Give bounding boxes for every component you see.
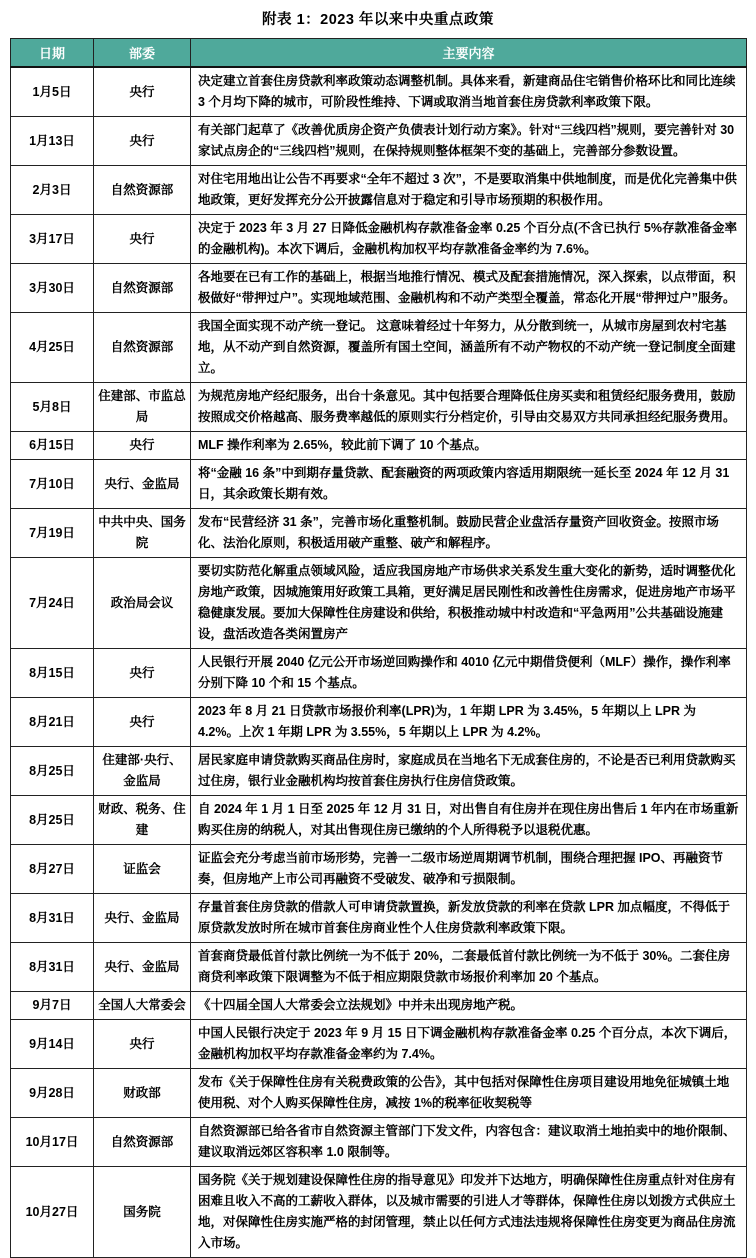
cell-content: MLF 操作利率为 2.65%，较此前下调了 10 个基点。	[191, 432, 747, 460]
table-row	[11, 558, 747, 649]
cell-ministry: 央行	[94, 215, 191, 264]
cell-content: 2023 年 8 月 21 日贷款市场报价利率(LPR)为，1 年期 LPR 为 3.45%，5 年期以上 LPR 为 4.2%。上次 1 年期 LPR 为 3.55%，5 年期以上 LPR 为 4.2%。	[191, 698, 747, 747]
cell-content: 发布“民营经济 31 条”，完善市场化重整机制。鼓励民营企业盘活存量资产回收资金。按照市场化、法治化原则，积极适用破产重整、破产和解程序。	[191, 509, 747, 558]
cell-date: 1月5日	[11, 67, 94, 117]
cell-content: 存量首套住房贷款的借款人可申请贷款置换，新发放贷款的利率在贷款 LPR 加点幅度，不得低于原贷款发放时所在城市首套住房商业性个人住房贷款利率政策下限。	[191, 894, 747, 943]
cell-date: 7月24日	[11, 558, 94, 649]
cell-content: 发布《关于保障性住房有关税费政策的公告》，其中包括对保障性住房项目建设用地免征城镇土地使用税、对个人购买保障性住房，减按 1%的税率征收契税等	[191, 1069, 747, 1118]
cell-content: 有关部门起草了《改善优质房企资产负债表计划行动方案》。针对“三线四档”规则，要完善针对 30 家试点房企的“三线四档”规则，在保持规则整体框架不变的基础上，完善部分参数设置。	[191, 117, 747, 166]
table-row	[11, 313, 747, 383]
cell-date: 8月21日	[11, 698, 94, 747]
policy-table-body	[11, 67, 747, 1258]
table-row	[11, 432, 747, 460]
cell-ministry: 自然资源部	[94, 313, 191, 383]
table-row	[11, 509, 747, 558]
cell-content: 中国人民银行决定于 2023 年 9 月 15 日下调金融机构存款准备金率 0.25 个百分点，本次下调后，金融机构加权平均存款准备金率约为 7.4%。	[191, 1020, 747, 1069]
cell-date: 7月10日	[11, 460, 94, 509]
cell-date: 9月7日	[11, 992, 94, 1020]
table-row	[11, 943, 747, 992]
cell-ministry: 自然资源部	[94, 1118, 191, 1167]
table-row	[11, 1118, 747, 1167]
table-row	[11, 747, 747, 796]
table-row	[11, 894, 747, 943]
cell-ministry: 央行	[94, 698, 191, 747]
cell-ministry: 央行、金监局	[94, 460, 191, 509]
cell-date: 3月30日	[11, 264, 94, 313]
table-row	[11, 992, 747, 1020]
cell-content: 自然资源部已给各省市自然资源主管部门下发文件，内容包含：建议取消土地拍卖中的地价限制、建议取消远郊区容积率 1.0 限制等。	[191, 1118, 747, 1167]
cell-content: 各地要在已有工作的基础上，根据当地推行情况、模式及配套措施情况，深入探索，以点带面，积极做好“带押过户”。实现地域范围、金融机构和不动产类型全覆盖，常态化开展“带押过户”服务。	[191, 264, 747, 313]
table-row	[11, 1167, 747, 1258]
table-row	[11, 649, 747, 698]
table-row	[11, 698, 747, 747]
cell-date: 8月25日	[11, 796, 94, 845]
cell-date: 1月13日	[11, 117, 94, 166]
table-row	[11, 1069, 747, 1118]
cell-content: 首套商贷最低首付款比例统一为不低于 20%，二套最低首付款比例统一为不低于 30%。二套住房商贷利率政策下限调整为不低于相应期限贷款市场报价利率加 20 个基点。	[191, 943, 747, 992]
cell-ministry: 央行	[94, 1020, 191, 1069]
cell-ministry: 全国人大常委会	[94, 992, 191, 1020]
cell-date: 8月31日	[11, 894, 94, 943]
table-row	[11, 67, 747, 117]
cell-date: 4月25日	[11, 313, 94, 383]
cell-date: 9月28日	[11, 1069, 94, 1118]
cell-content: 对住宅用地出让公告不再要求“全年不超过 3 次”，不是要取消集中供地制度，而是优化完善集中供地政策，更好发挥充分公开披露信息对于稳定和引导市场预期的积极作用。	[191, 166, 747, 215]
header-row	[11, 39, 747, 68]
cell-content: 决定建立首套住房贷款利率政策动态调整机制。具体来看，新建商品住宅销售价格环比和同比连续 3 个月均下降的城市，可阶段性维持、下调或取消当地首套住房贷款利率政策下限。	[191, 67, 747, 117]
cell-ministry: 央行	[94, 432, 191, 460]
cell-content: 国务院《关于规划建设保障性住房的指导意见》印发并下达地方，明确保障性住房重点针对住房有困难且收入不高的工薪收入群体，以及城市需要的引进人才等群体，保障性住房以划拨方式供应土地，对保障性住房实施严格的封闭管理，禁止以任何方式违法违规将保障性住房变更为商品住房流入市场。	[191, 1167, 747, 1258]
cell-ministry: 自然资源部	[94, 166, 191, 215]
cell-content: 居民家庭申请贷款购买商品住房时，家庭成员在当地名下无成套住房的，不论是否已利用贷款购买过住房，银行业金融机构均按首套住房执行住房信贷政策。	[191, 747, 747, 796]
page-title: 附表 1：2023 年以来中央重点政策	[262, 12, 494, 28]
cell-ministry: 自然资源部	[94, 264, 191, 313]
cell-ministry: 证监会	[94, 845, 191, 894]
cell-content: 决定于 2023 年 3 月 27 日降低金融机构存款准备金率 0.25 个百分点(不含已执行 5%存款准备金率的金融机构)。本次下调后，金融机构加权平均存款准备金率约为 7.6%。	[191, 215, 747, 264]
table-row	[11, 845, 747, 894]
table-row	[11, 460, 747, 509]
cell-content: 《十四届全国人大常委会立法规划》中并未出现房地产税。	[191, 992, 747, 1020]
cell-ministry: 财政部	[94, 1069, 191, 1118]
policy-table-header	[11, 39, 747, 68]
cell-content: 自 2024 年 1 月 1 日至 2025 年 12 月 31 日，对出售自有住房并在现住房出售后 1 年内在市场重新购买住房的纳税人，对其出售现住房已缴纳的个人所得税予以退税优惠。	[191, 796, 747, 845]
cell-content: 我国全面实现不动产统一登记。 这意味着经过十年努力，从分散到统一，从城市房屋到农村宅基地，从不动产到自然资源，覆盖所有国土空间，涵盖所有不动产物权的不动产统一登记制度全面建立。	[191, 313, 747, 383]
cell-ministry: 央行	[94, 117, 191, 166]
cell-date: 8月27日	[11, 845, 94, 894]
cell-date: 10月27日	[11, 1167, 94, 1258]
cell-date: 2月3日	[11, 166, 94, 215]
cell-ministry: 中共中央、国务院	[94, 509, 191, 558]
cell-date: 8月25日	[11, 747, 94, 796]
cell-ministry: 财政、税务、住建	[94, 796, 191, 845]
cell-content: 证监会充分考虑当前市场形势，完善一二级市场逆周期调节机制，围绕合理把握 IPO、再融资节奏，但房地产上市公司再融资不受破发、破净和亏损限制。	[191, 845, 747, 894]
cell-ministry: 住建部·央行、金监局	[94, 747, 191, 796]
table-row	[11, 383, 747, 432]
cell-ministry: 央行	[94, 649, 191, 698]
cell-date: 9月14日	[11, 1020, 94, 1069]
policy-table	[10, 38, 747, 1258]
table-row	[11, 215, 747, 264]
cell-date: 6月15日	[11, 432, 94, 460]
cell-date: 7月19日	[11, 509, 94, 558]
cell-ministry: 央行	[94, 67, 191, 117]
cell-date: 8月31日	[11, 943, 94, 992]
table-row	[11, 1020, 747, 1069]
column-header-ministry: 部委	[94, 39, 191, 68]
cell-ministry: 央行、金监局	[94, 894, 191, 943]
table-row	[11, 117, 747, 166]
column-header-content: 主要内容	[191, 39, 747, 68]
cell-date: 10月17日	[11, 1118, 94, 1167]
cell-date: 3月17日	[11, 215, 94, 264]
table-row	[11, 796, 747, 845]
cell-ministry: 央行、金监局	[94, 943, 191, 992]
cell-content: 为规范房地产经纪服务，出台十条意见。其中包括要合理降低住房买卖和租赁经纪服务费用，鼓励按照成交价格越高、服务费率越低的原则实行分档定价，引导由交易双方共同承担经纪服务费用。	[191, 383, 747, 432]
table-row	[11, 166, 747, 215]
cell-date: 5月8日	[11, 383, 94, 432]
cell-content: 要切实防范化解重点领域风险，适应我国房地产市场供求关系发生重大变化的新势，适时调整优化房地产政策，因城施策用好政策工具箱，更好满足居民刚性和改善性住房需求，促进房地产市场平稳健康发展。要加大保障性住房建设和供给，积极推动城中村改造和“平急两用”公共基础设施建设，盘活改造各类闲置房产	[191, 558, 747, 649]
cell-content: 人民银行开展 2040 亿元公开市场逆回购操作和 4010 亿元中期借贷便利（MLF）操作，操作利率分别下降 10 个和 15 个基点。	[191, 649, 747, 698]
table-row	[11, 264, 747, 313]
cell-ministry: 国务院	[94, 1167, 191, 1258]
cell-date: 8月15日	[11, 649, 94, 698]
column-header-date: 日期	[11, 39, 94, 68]
cell-content: 将“金融 16 条”中到期存量贷款、配套融资的两项政策内容适用期限统一延长至 2024 年 12 月 31 日，其余政策长期有效。	[191, 460, 747, 509]
cell-ministry: 政治局会议	[94, 558, 191, 649]
cell-ministry: 住建部、市监总局	[94, 383, 191, 432]
